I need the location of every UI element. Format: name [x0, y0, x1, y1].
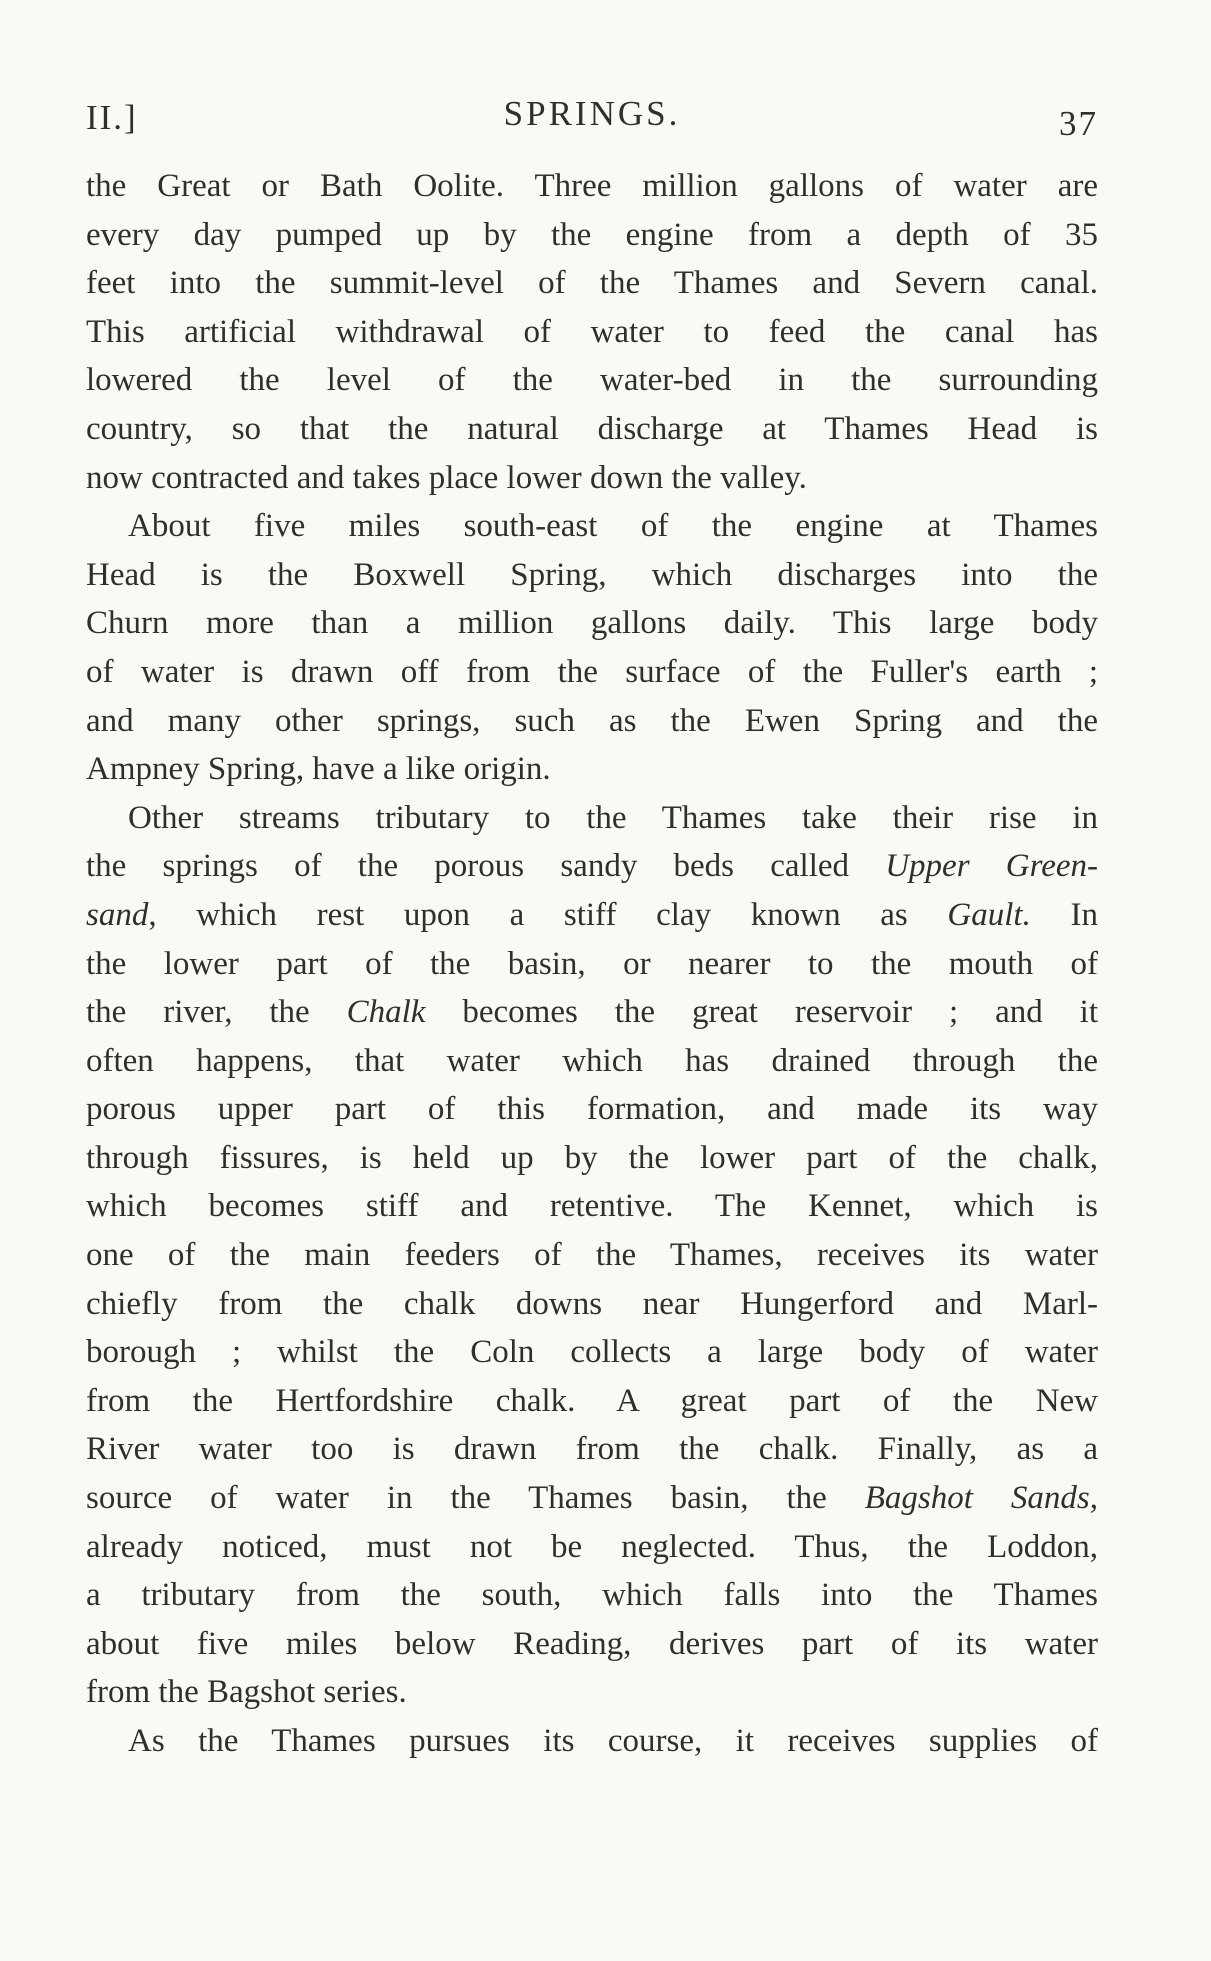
text-line: every day pumped up by the engine from a depth of 35 [86, 216, 1098, 253]
chapter-marker: II.] [86, 98, 138, 137]
italic-term: Chalk [346, 994, 426, 1031]
italic-term: sand [86, 896, 149, 933]
text-line: about five miles below Reading, derives part of its water [86, 1625, 1098, 1662]
text-line: This artificial withdrawal of water to feed the canal has [86, 313, 1098, 350]
italic-term: Gault. [947, 896, 1031, 933]
italic-term: Bagshot Sands, [864, 1480, 1098, 1517]
text-line: borough ; whilst the Coln collects a large body of water [86, 1334, 1098, 1371]
text-line: chiefly from the chalk downs near Hungerford and Marl- [86, 1285, 1098, 1322]
text-line: from the Hertfordshire chalk. A great part of the New [86, 1382, 1098, 1419]
running-head [86, 92, 1098, 142]
running-title: SPRINGS. [503, 94, 681, 133]
text-line: country, so that the natural discharge at Thames Head is [86, 410, 1098, 447]
body-text [86, 162, 1098, 1766]
text-line: Head is the Boxwell Spring, which discharges into the [86, 556, 1098, 593]
text-line: source of water in the Thames basin, the Bagshot Sands, [86, 1480, 1098, 1517]
text-line: through fissures, is held up by the lower part of the chalk, [86, 1139, 1098, 1176]
text-line: Churn more than a million gallons daily. This large body [86, 605, 1098, 642]
text-line: the springs of the porous sandy beds called Upper Green- [86, 848, 1098, 885]
text-line: from the Bagshot series. [86, 1674, 407, 1711]
text-line: and many other springs, such as the Ewen Spring and the [86, 702, 1098, 739]
text-line: lowered the level of the water-bed in the surrounding [86, 362, 1098, 399]
text-line: of water is drawn off from the surface of the Fuller's earth ; [86, 653, 1098, 690]
text-line: a tributary from the south, which falls into the Thames [86, 1577, 1098, 1614]
text-line: often happens, that water which has drained through the [86, 1042, 1098, 1079]
text-line: Ampney Spring, have a like origin. [86, 751, 551, 788]
page-number: 37 [1059, 104, 1098, 143]
text-line: As the Thames pursues its course, it receives supplies of [128, 1723, 1098, 1759]
text-line: About five miles south-east of the engine at Thames [128, 508, 1098, 545]
text-line: now contracted and takes place lower down the valley. [86, 459, 807, 496]
text-line: sand, which rest upon a stiff clay known as Gault. In [86, 896, 1098, 933]
text-line: River water too is drawn from the chalk. Finally, as a [86, 1431, 1098, 1468]
text-line: one of the main feeders of the Thames, receives its water [86, 1237, 1098, 1274]
text-line: the Great or Bath Oolite. Three million gallons of water are [86, 168, 1098, 204]
text-line: which becomes stiff and retentive. The Kennet, which is [86, 1188, 1098, 1225]
text-line: already noticed, must not be neglected. Thus, the Loddon, [86, 1528, 1098, 1565]
text-line: the river, the Chalk becomes the great reservoir ; and it [86, 994, 1098, 1031]
text-line: feet into the summit-level of the Thames and Severn canal. [86, 265, 1098, 302]
text-line: the lower part of the basin, or nearer to the mouth of [86, 945, 1098, 982]
text-line: porous upper part of this formation, and made its way [86, 1091, 1098, 1128]
italic-term: Upper Green- [885, 848, 1098, 885]
text-line: Other streams tributary to the Thames take their rise in [128, 799, 1098, 836]
